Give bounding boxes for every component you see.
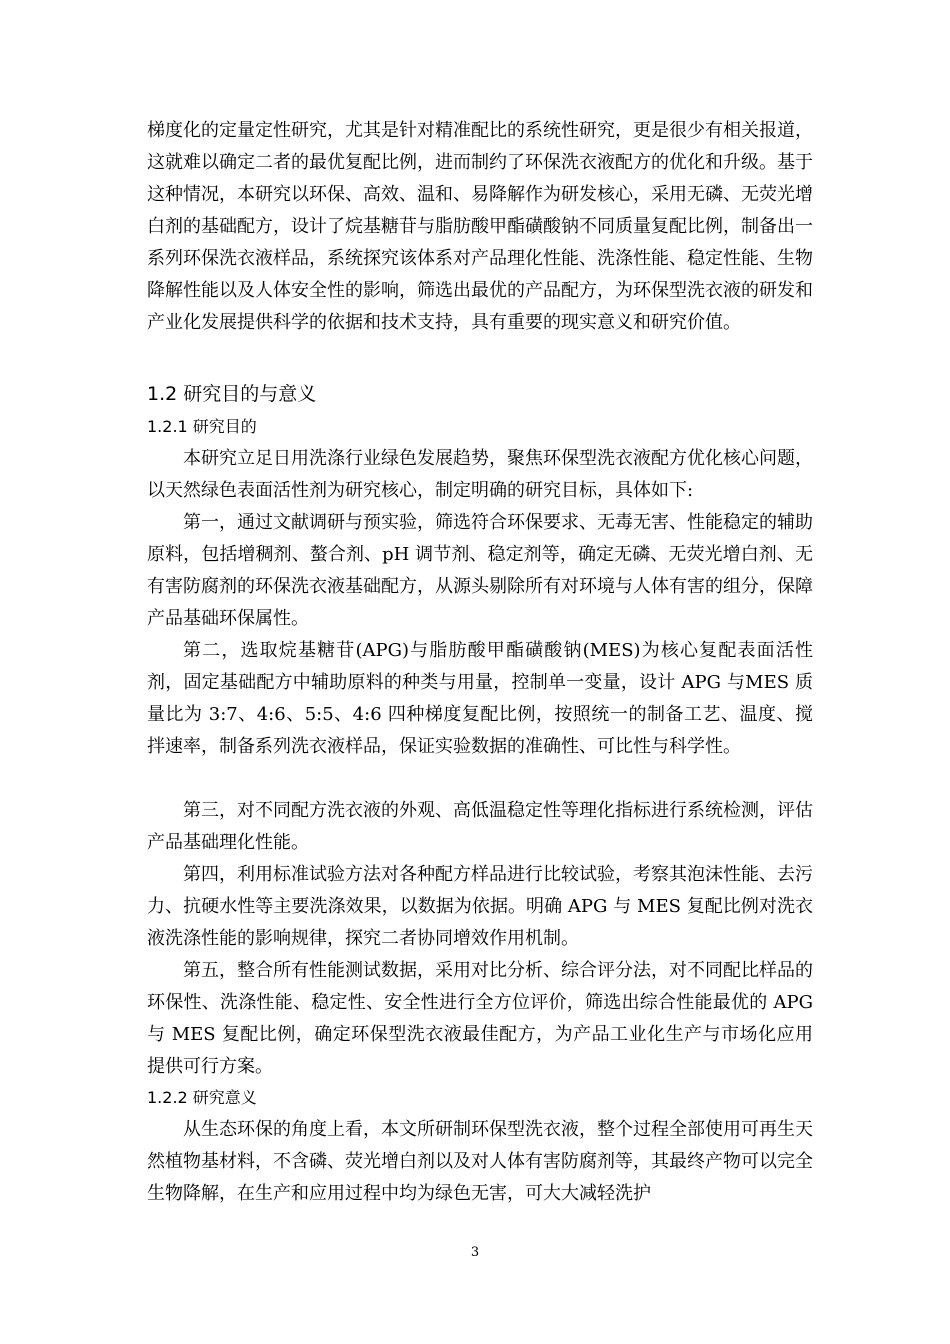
section-heading-1-2: 1.2 研究目的与意义 bbox=[147, 383, 317, 405]
research-goal-first-paragraph: 第一，通过文献调研与预实验，筛选符合环保要求、无毒无害、性能稳定的辅助原料，包括增稠剂、螯合剂、pH 调节剂、稳定剂等，确定无磷、无荧光增白剂、无有害防腐剂的环保洗衣液基础配方，从源头剔除所有对环境与人体有害的组分，保障产品基础环保属性。 bbox=[147, 512, 813, 629]
page-number: 3 bbox=[470, 1245, 480, 1260]
research-goal-third-paragraph: 第三，对不同配方洗衣液的外观、高低温稳定性等理化指标进行系统检测，评估产品基础理化性能。 bbox=[147, 800, 813, 853]
research-goal-fifth-paragraph: 第五，整合所有性能测试数据，采用对比分析、综合评分法，对不同配比样品的环保性、洗涤性能、稳定性、安全性进行全方位评价，筛选出综合性能最优的 APG 与 MES 复配比例，确定环保型洗衣液最佳配方，为产品工业化生产与市场化应用提供可行方案。 bbox=[147, 960, 813, 1077]
subsection-heading-1-2-1: 1.2.1 研究目的 bbox=[147, 417, 257, 436]
research-significance-paragraph: 从生态环保的角度上看，本文所研制环保型洗衣液，整个过程全部使用可再生天然植物基材料，不含磷、荧光增白剂以及对人体有害防腐剂等，其最终产物可以完全生物降解，在生产和应用过程中均为绿色无害，可大大减轻洗护 bbox=[147, 1119, 813, 1204]
research-goal-fourth-paragraph: 第四，利用标准试验方法对各种配方样品进行比较试验，考察其泡沫性能、去污力、抗硬水性等主要洗涤效果，以数据为依据。明确 APG 与 MES 复配比例对洗衣液洗涤性能的影响规律，探究二者协同增效作用机制。 bbox=[147, 864, 813, 949]
intro-paragraph: 梯度化的定量定性研究，尤其是针对精准配比的系统性研究，更是很少有相关报道，这就难以确定二者的最优复配比例，进而制约了环保洗衣液配方的优化和升级。基于这种情况，本研究以环保、高效、温和、易降解作为研发核心，采用无磷、无荧光增白剂的基础配方，设计了烷基糖苷与脂肪酸甲酯磺酸钠不同质量复配比例，制备出一系列环保洗衣液样品，系统探究该体系对产品理化性能、洗涤性能、稳定性能、生物降解性能以及人体安全性的影响，筛选出最优的产品配方，为环保型洗衣液的研发和产业化发展提供科学的依据和技术支持，具有重要的现实意义和研究价值。 bbox=[147, 120, 813, 333]
research-goal-intro-paragraph: 本研究立足日用洗涤行业绿色发展趋势，聚焦环保型洗衣液配方优化核心问题，以天然绿色表面活性剂为研究核心，制定明确的研究目标，具体如下: bbox=[147, 448, 813, 501]
subsection-heading-1-2-2: 1.2.2 研究意义 bbox=[147, 1088, 257, 1107]
research-goal-second-paragraph: 第二，选取烷基糖苷(APG)与脂肪酸甲酯磺酸钠(MES)为核心复配表面活性剂，固定基础配方中辅助原料的种类与用量，控制单一变量，设计 APG 与MES 质量比为 3:7、4:6、5:5、4:6 四种梯度复配比例，按照统一的制备工艺、温度、搅拌速率，制备系列洗衣液样品，保证实验数据的准确性、可比性与科学性。 bbox=[147, 640, 813, 757]
